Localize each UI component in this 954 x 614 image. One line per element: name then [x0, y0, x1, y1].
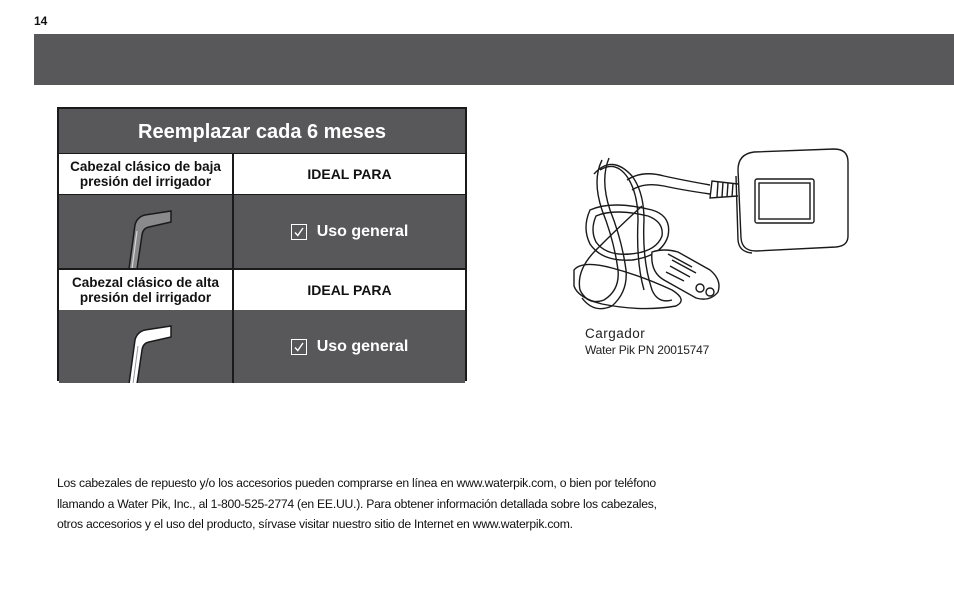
use-general-low — [234, 195, 465, 268]
ideal-for-label-low: IDEAL PARA — [307, 166, 392, 182]
tip-name-high-line2: presión del irrigador — [79, 290, 212, 305]
high-pressure-tip-icon — [59, 310, 234, 383]
use-general-high — [234, 310, 465, 383]
table-row-header-high — [59, 270, 465, 311]
replacement-table — [57, 107, 467, 381]
tip-name-low-line2: presión del irrigador — [79, 174, 212, 189]
charger-part-number: Water Pik PN 20015747 — [585, 343, 710, 357]
footer-line: Los cabezales de repuesto y/o los accesorios pueden comprarse en línea en www.waterpik.com, o bien por teléfono — [57, 476, 656, 490]
tip-name-high — [59, 270, 234, 310]
charger-illustration — [572, 140, 862, 325]
low-pressure-tip-icon — [59, 195, 234, 268]
charger-title: Cargador — [585, 326, 646, 341]
page-number: 14 — [34, 14, 48, 28]
tip-name-low-line1: Cabezal clásico de baja — [70, 159, 221, 174]
tip-name-low — [59, 154, 234, 194]
footer-line: otros accesorios y el uso del producto, sírvase visitar nuestro sitio de Internet en www.waterpik.com. — [57, 517, 573, 531]
charger-caption — [585, 326, 709, 357]
checkbox-checked-icon — [291, 224, 307, 240]
checkbox-checked-icon — [291, 339, 307, 355]
table-row-header-low — [59, 154, 465, 195]
footer-paragraph — [57, 473, 737, 535]
ideal-for-label-high: IDEAL PARA — [307, 282, 392, 298]
tip-name-high-line1: Cabezal clásico de alta — [71, 275, 220, 290]
use-general-low-label: Uso general — [316, 222, 409, 240]
table-row-body-low — [59, 195, 465, 268]
header-band — [34, 34, 954, 85]
footer-line: llamando a Water Pik, Inc., al 1-800-525-2774 (en EE.UU.). Para obtener información detallada sobre los cabezales, — [57, 496, 657, 511]
table-row-body-high — [59, 310, 465, 383]
use-general-high-label: Uso general — [316, 337, 409, 355]
table-title: Reemplazar cada 6 meses — [59, 109, 465, 155]
